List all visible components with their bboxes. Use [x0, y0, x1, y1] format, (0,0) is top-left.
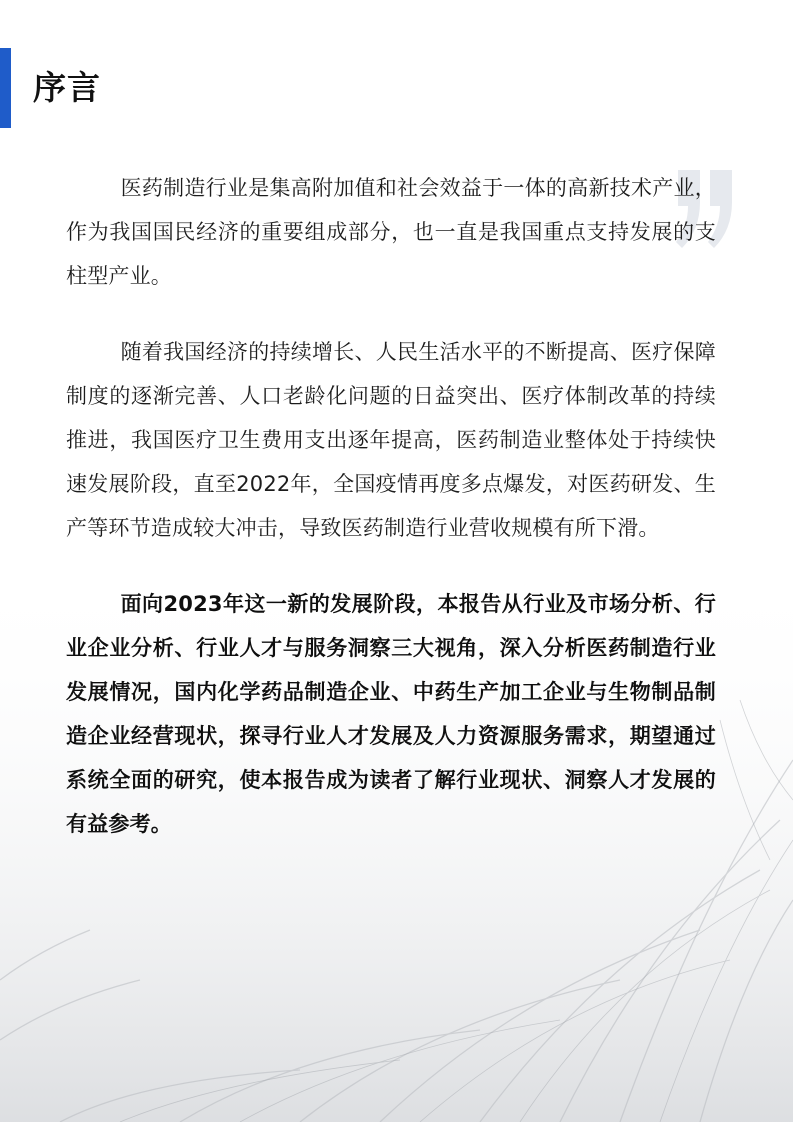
preface-paragraph-1: 医药制造行业是集高附加值和社会效益于一体的高新技术产业，作为我国国民经济的重要组成部分，也一直是我国重点支持发展的支柱型产业。	[66, 176, 716, 288]
preface-paragraph-3: 面向2023年这一新的发展阶段，本报告从行业及市场分析、行业企业分析、行业人才与服务洞察三大视角，深入分析医药制造行业发展情况，国内化学药品制造企业、中药生产加工企业与生物制品制造企业经营现状，探寻行业人才发展及人力资源服务需求，期望通过系统全面的研究，使本报告成为读者了解行业现状、洞察人才发展的有益参考。	[66, 592, 716, 836]
page-title: 序言	[33, 68, 101, 107]
title-accent-bar	[0, 48, 11, 128]
preface-body	[66, 166, 716, 878]
preface-paragraph-2: 随着我国经济的持续增长、人民生活水平的不断提高、医疗保障制度的逐渐完善、人口老龄化问题的日益突出、医疗体制改革的持续推进，我国医疗卫生费用支出逐年提高，医药制造业整体处于持续快速发展阶段，直至2022年，全国疫情再度多点爆发，对医药研发、生产等环节造成较大冲击，导致医药制造行业营收规模有所下滑。	[66, 340, 716, 540]
